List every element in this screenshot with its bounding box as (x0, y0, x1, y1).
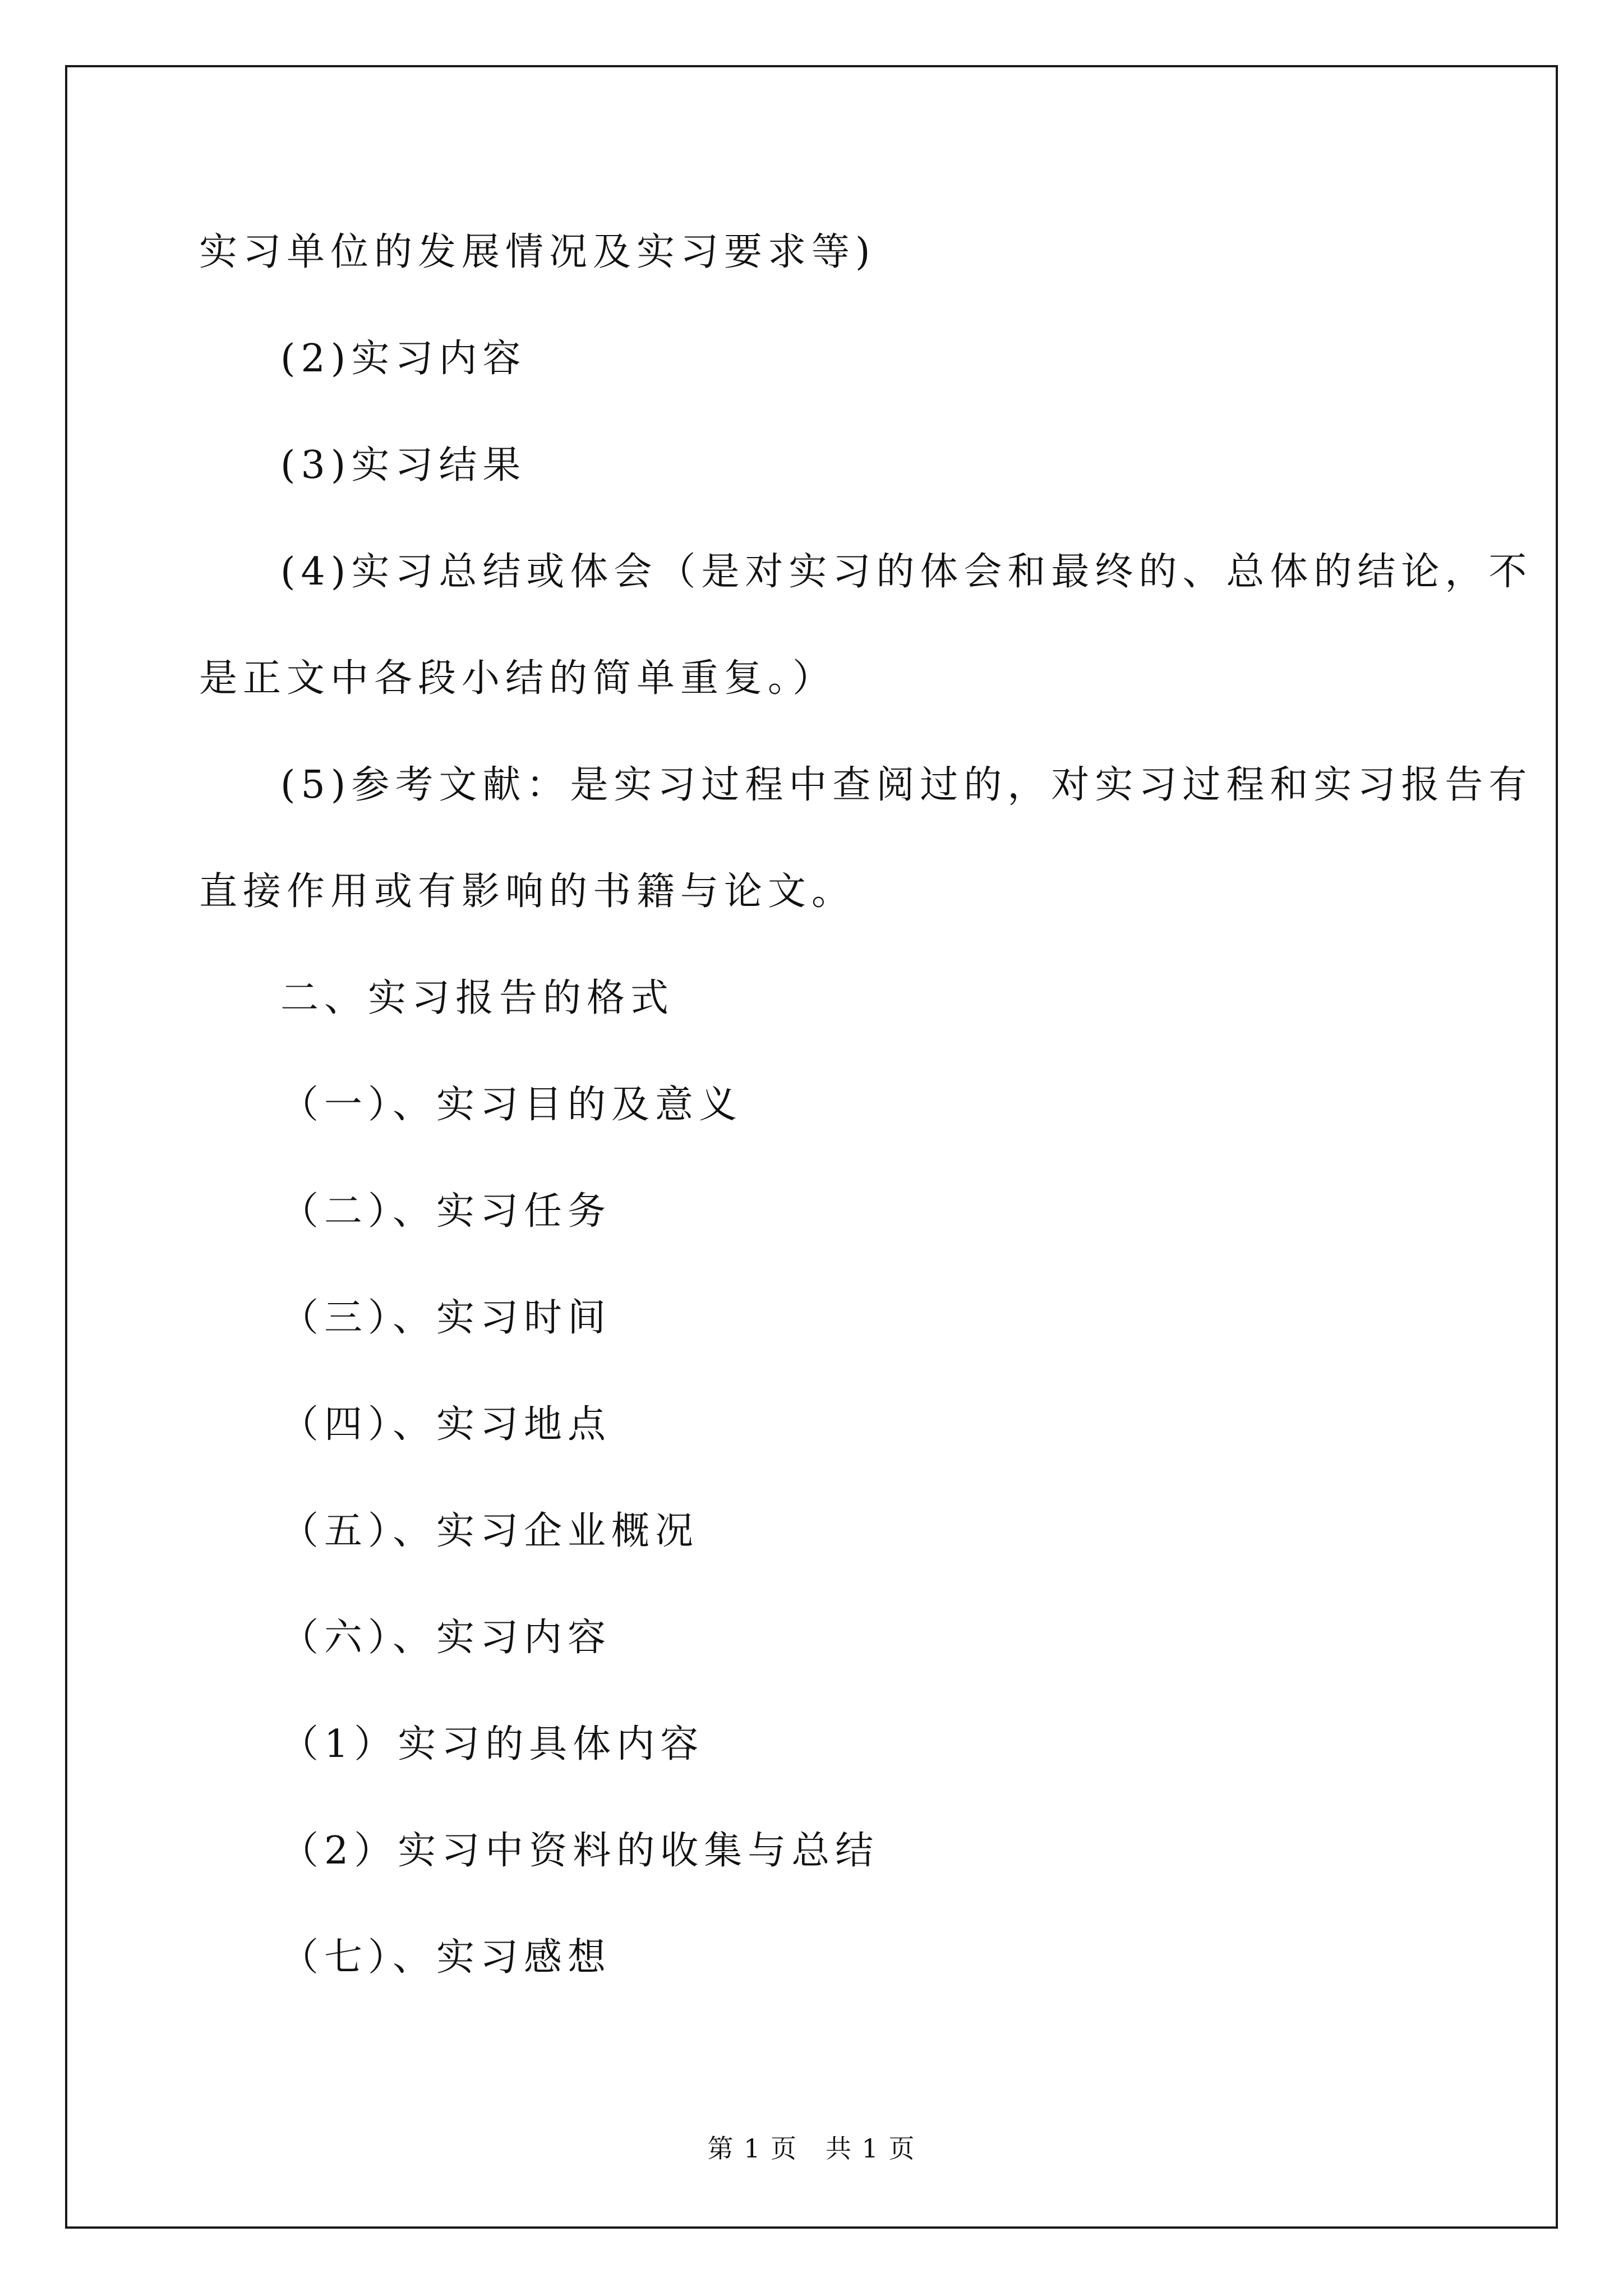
body-line-3: (3)实习结果 (280, 443, 527, 487)
footer-spacer (797, 2133, 826, 2164)
list-item-5: （五）、实习企业概况 (280, 1509, 699, 1553)
body-line-4: (4)实习总结或体会（是对实习的体会和最终的、总体的结论，不 (280, 550, 1533, 594)
list-item-6: （六）、实习内容 (280, 1616, 612, 1660)
list-item-3: （三）、实习时间 (280, 1296, 612, 1340)
body-line-2: (2)实习内容 (280, 337, 527, 381)
list-item-4: （四）、实习地点 (280, 1402, 612, 1447)
body-line-5: 是正文中各段小结的简单重复。） (199, 656, 837, 701)
body-line-1: 实习单位的发展情况及实习要求等) (199, 230, 876, 274)
page-total: 共 1 页 (825, 2133, 916, 2164)
page-border (65, 65, 1558, 2229)
page-footer (0, 2132, 1623, 2165)
page-number: 第 1 页 (707, 2133, 798, 2164)
list-item-2: （二）、实习任务 (280, 1189, 612, 1234)
sub-item-1: （1）实习的具体内容 (280, 1722, 704, 1766)
list-item-1: （一）、实习目的及意义 (280, 1083, 743, 1127)
list-item-7: （七）、实习感想 (280, 1935, 612, 1980)
section-heading: 二、实习报告的格式 (280, 976, 675, 1020)
body-line-6: (5)参考文献：是实习过程中查阅过的，对实习过程和实习报告有 (280, 763, 1533, 807)
sub-item-2: （2）实习中资料的收集与总结 (280, 1829, 879, 1873)
body-line-7: 直接作用或有影响的书籍与论文。 (199, 869, 856, 914)
